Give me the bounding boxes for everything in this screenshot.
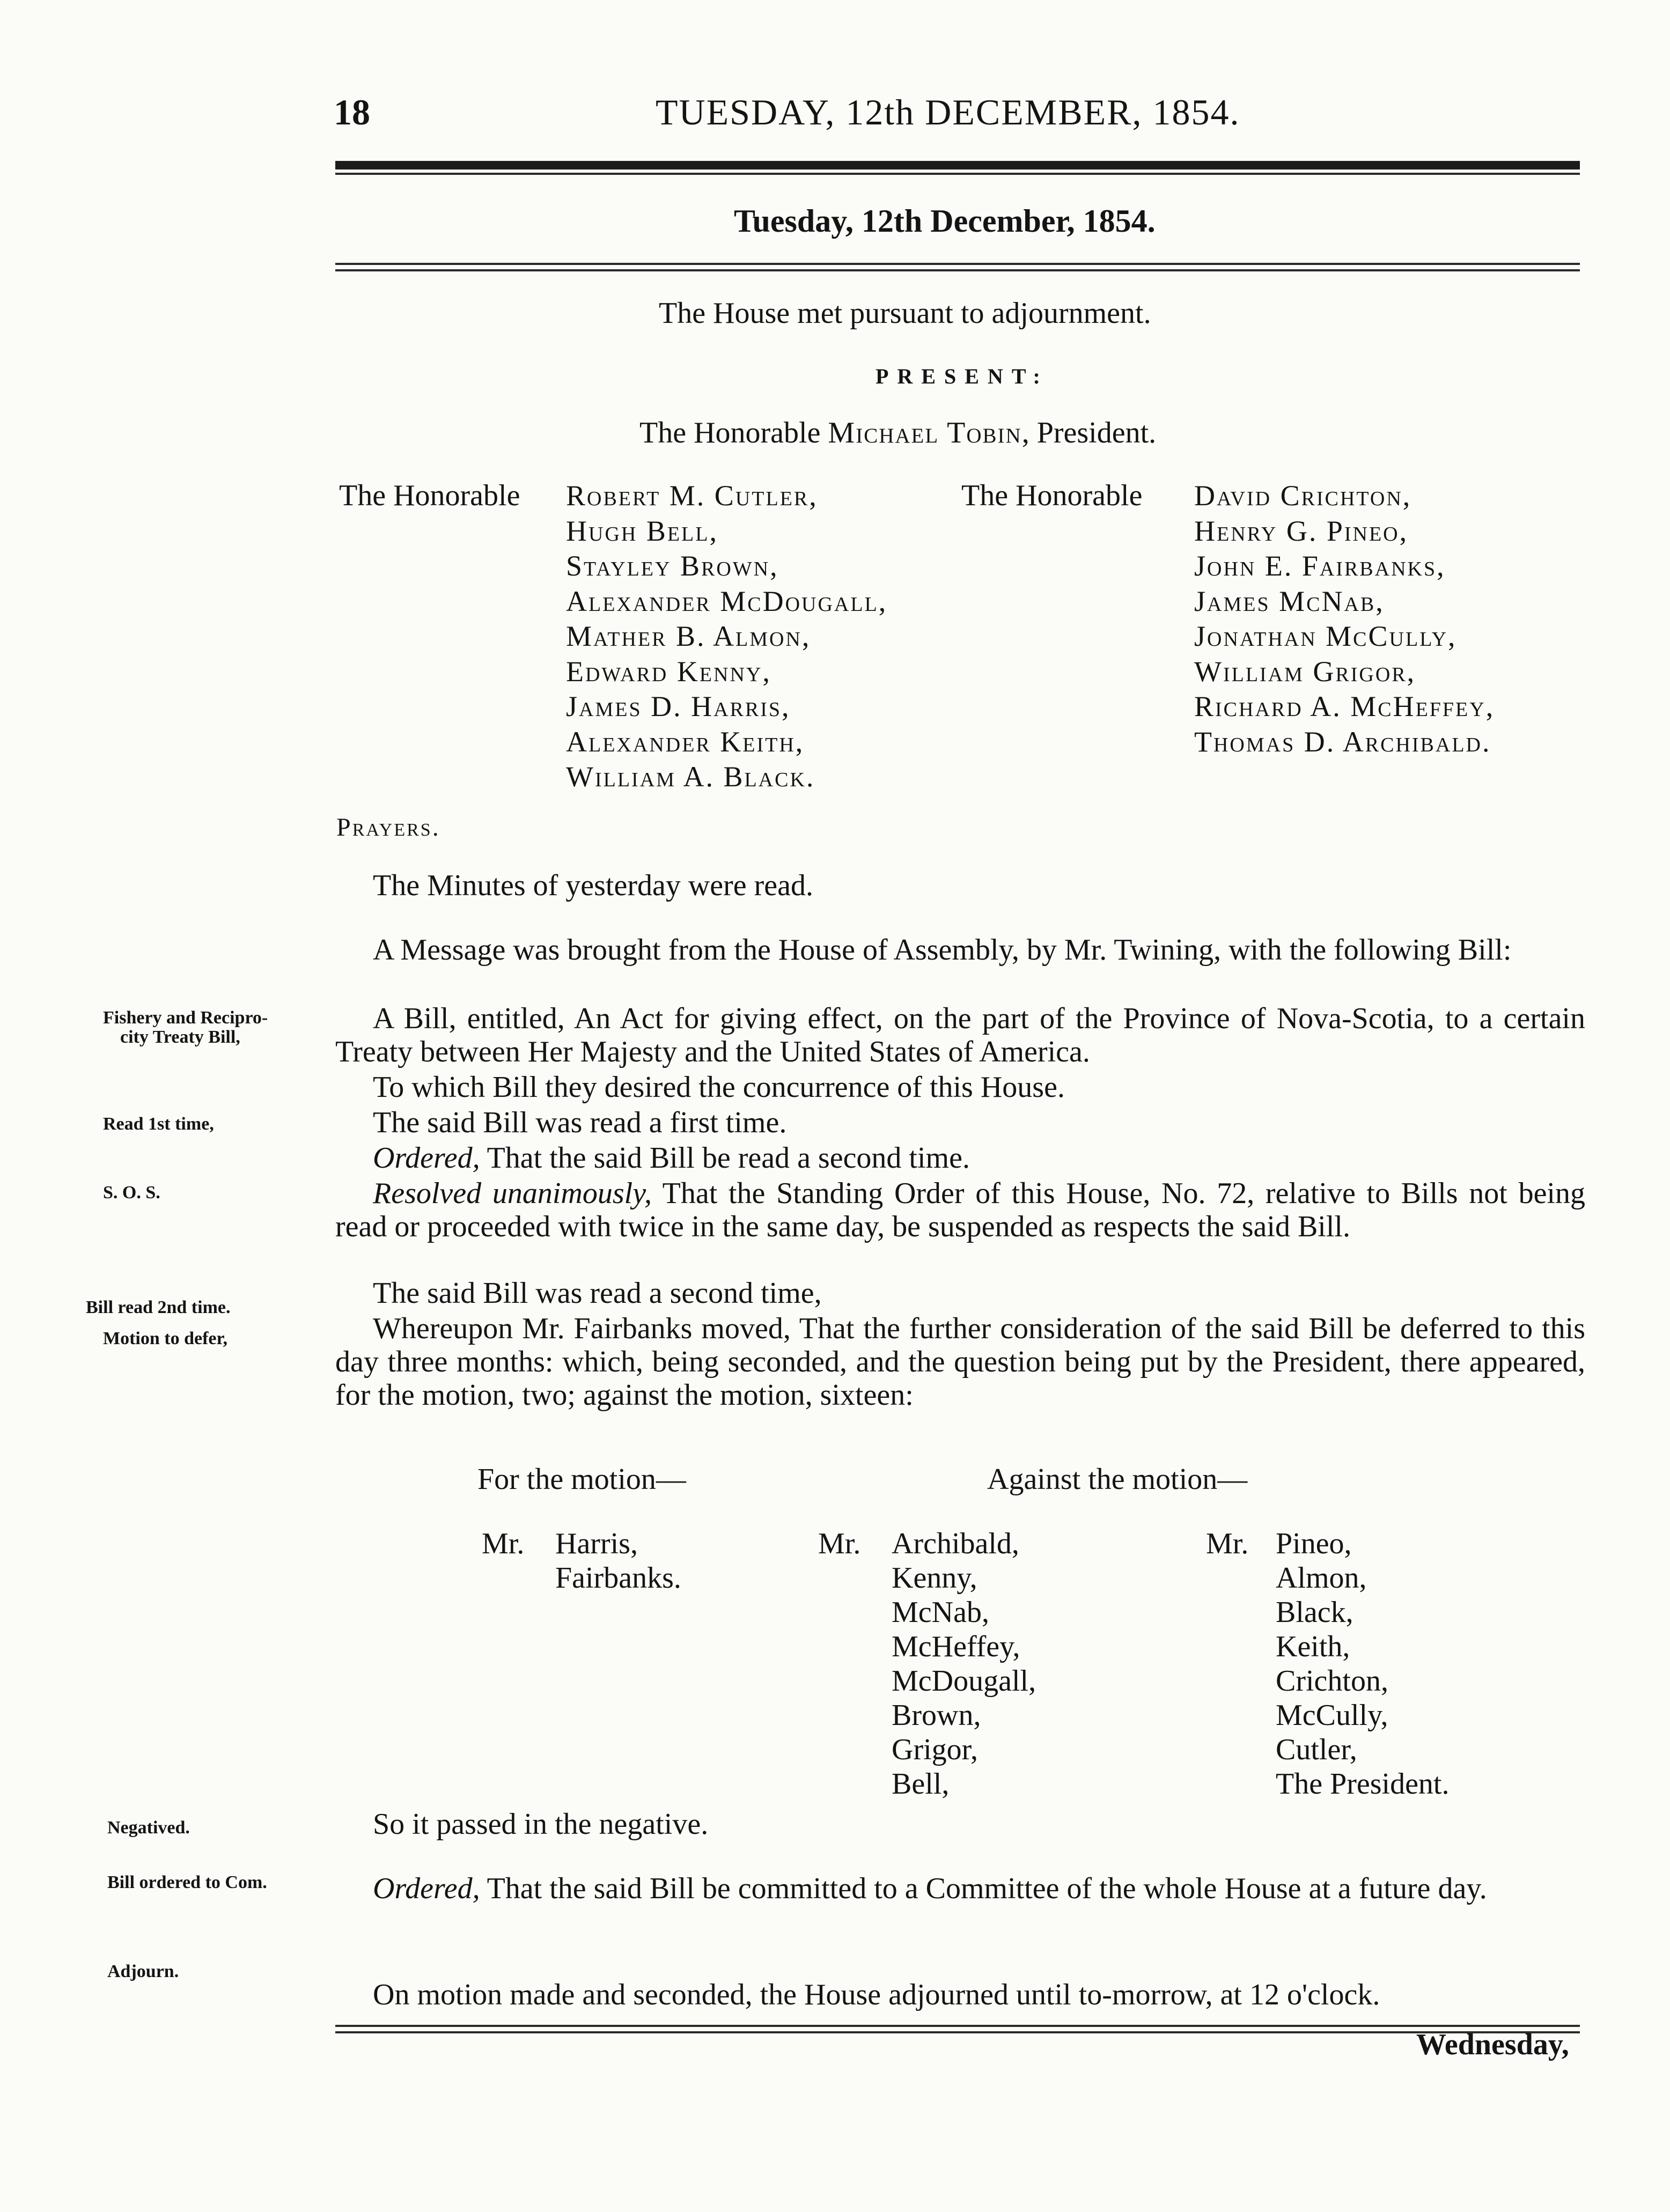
ordered-emphasis: Ordered,: [373, 1141, 480, 1175]
margin-note-negatived: Negatived.: [107, 1818, 190, 1838]
negative-text: So it passed in the negative.: [373, 1808, 709, 1841]
voter-name: McHeffey,: [892, 1630, 1020, 1663]
for-names: [555, 1527, 681, 1595]
voter-name: Keith,: [1276, 1630, 1350, 1663]
voter-name: Bell,: [892, 1767, 950, 1801]
resolved-text: That the Standing Order of this House, No. 72, relative to Bills not being read or proceeded with twice in the same day, be suspended as respects the said Bill.: [335, 1177, 1585, 1243]
present-label: PRESENT:: [876, 364, 1049, 388]
against-mr-col1: Mr.: [818, 1527, 861, 1560]
motion-paragraph: [335, 1312, 1585, 1412]
voter-name: Black,: [1276, 1596, 1353, 1629]
voter-name: Grigor,: [892, 1733, 979, 1766]
member-name: John E. Fairbanks,: [1194, 550, 1446, 582]
adjourn-paragraph: [335, 1978, 1585, 2011]
ordered-second-reading-paragraph: [335, 1141, 1585, 1175]
ordered-emphasis: Ordered,: [373, 1872, 480, 1905]
member-name: Richard A. McHeffey,: [1194, 690, 1495, 722]
second-reading-paragraph: [335, 1277, 1585, 1310]
bill-text: A Bill, entitled, An Act for giving effect, on the part of the Province of Nova-Scotia, to a certain Treaty between Her Majesty and the United States of America.: [335, 1002, 1585, 1068]
catchword: Wednesday,: [1416, 2028, 1569, 2061]
opening-line: The House met pursuant to adjournment.: [659, 297, 1151, 330]
margin-note-adjourn: Adjourn.: [107, 1962, 179, 1981]
against-heading: Against the motion—: [987, 1463, 1248, 1496]
voter-name: Archibald,: [892, 1527, 1019, 1560]
prayers-heading: Prayers.: [336, 813, 440, 842]
resolved-emphasis: Resolved unanimously,: [373, 1177, 652, 1210]
header-rule-thin: [335, 173, 1580, 175]
voter-name: McCully,: [1276, 1699, 1388, 1732]
margin-note-sos: S. O. S.: [103, 1183, 160, 1203]
members-left-prefix: The Honorable: [339, 479, 520, 512]
president-prefix: The Honorable: [639, 416, 821, 449]
voter-name: Harris,: [555, 1527, 638, 1560]
member-name: William Grigor,: [1194, 655, 1416, 688]
member-name: Thomas D. Archibald.: [1194, 725, 1491, 758]
ordered-text: That the said Bill be read a second time.: [480, 1141, 970, 1175]
member-name: William A. Black.: [566, 761, 815, 793]
against-names-col1: [892, 1527, 1036, 1801]
negative-paragraph: [335, 1808, 1585, 1841]
voter-name: Almon,: [1276, 1561, 1367, 1595]
voter-name: McNab,: [892, 1596, 989, 1629]
member-name: Edward Kenny,: [566, 655, 771, 688]
voter-name: Kenny,: [892, 1561, 977, 1595]
minutes-text: The Minutes of yesterday were read.: [373, 869, 813, 902]
against-names-col2: [1276, 1527, 1449, 1801]
margin-note-read-1st: Read 1st time,: [103, 1114, 214, 1134]
message-text: A Message was brought from the House of Assembly, by Mr. Twining, with the following Bill:: [373, 933, 1512, 967]
margin-note-read-2nd: Bill read 2nd time.: [86, 1297, 231, 1317]
margin-note-line: city Treaty Bill,: [120, 1027, 240, 1047]
president-suffix: , President.: [1021, 416, 1157, 449]
members-left-column: [566, 478, 887, 795]
first-reading-text: The said Bill was read a first time.: [373, 1106, 787, 1139]
president-line: [639, 416, 1156, 450]
member-name: Mather B. Almon,: [566, 620, 811, 652]
against-mr-col2: Mr.: [1206, 1527, 1249, 1560]
member-name: Alexander Keith,: [566, 725, 805, 758]
footer-rule-top: [335, 2025, 1580, 2027]
member-name: Alexander McDougall,: [566, 585, 888, 617]
voter-name: Fairbanks.: [555, 1561, 681, 1595]
minutes-paragraph: [335, 869, 1585, 902]
resolved-paragraph: [335, 1177, 1585, 1243]
committed-text: That the said Bill be committed to a Committee of the whole House at a future day.: [480, 1872, 1487, 1905]
margin-note-committed: Bill ordered to Com.: [107, 1872, 267, 1892]
sitting-date-heading: Tuesday, 12th December, 1854.: [734, 203, 1156, 239]
message-paragraph: [335, 933, 1585, 967]
voter-name: Pineo,: [1276, 1527, 1352, 1560]
date-rule-top: [335, 263, 1580, 265]
member-name: Hugh Bell,: [566, 514, 718, 547]
bill-paragraph: [335, 1002, 1585, 1068]
member-name: David Crichton,: [1194, 480, 1412, 512]
member-name: Robert M. Cutler,: [566, 480, 818, 512]
member-name: James McNab,: [1194, 585, 1385, 617]
margin-note-line: Fishery and Recipro-: [103, 1008, 268, 1028]
for-heading: For the motion—: [477, 1463, 686, 1496]
margin-note-fishery: [103, 1008, 268, 1047]
voter-name: Brown,: [892, 1699, 981, 1732]
voter-name: McDougall,: [892, 1664, 1036, 1698]
members-right-prefix: The Honorable: [961, 479, 1143, 512]
committed-paragraph: [335, 1872, 1585, 1905]
motion-text: Whereupon Mr. Fairbanks moved, That the further consideration of the said Bill be deferred to this day three months: which, being seconded, and the question being put by the President, there appeared, for the motion, two; against the motion, sixteen:: [335, 1312, 1585, 1412]
for-mr: Mr.: [482, 1527, 525, 1560]
concurrence-paragraph: [335, 1071, 1585, 1104]
page-number: 18: [334, 92, 370, 132]
second-reading-text: The said Bill was read a second time,: [373, 1277, 822, 1310]
voter-name: Cutler,: [1276, 1733, 1357, 1766]
running-title: TUESDAY, 12th DECEMBER, 1854.: [656, 92, 1240, 132]
adjourn-text: On motion made and seconded, the House adjourned until to-morrow, at 12 o'clock.: [373, 1978, 1380, 2011]
first-reading-paragraph: [335, 1106, 1585, 1139]
members-right-column: [1194, 478, 1495, 760]
member-name: Henry G. Pineo,: [1194, 514, 1409, 547]
member-name: Stayley Brown,: [566, 550, 779, 582]
margin-note-defer: Motion to defer,: [103, 1329, 227, 1348]
president-name: Michael Tobin: [828, 416, 1022, 449]
date-rule-bottom: [335, 269, 1580, 271]
voter-name: Crichton,: [1276, 1664, 1388, 1698]
voter-name: The President.: [1276, 1767, 1450, 1801]
member-name: James D. Harris,: [566, 690, 791, 722]
footer-rule-bottom: [335, 2031, 1580, 2033]
member-name: Jonathan McCully,: [1194, 620, 1457, 652]
header-rule-thick: [335, 161, 1580, 169]
concurrence-text: To which Bill they desired the concurrence of this House.: [373, 1071, 1065, 1104]
